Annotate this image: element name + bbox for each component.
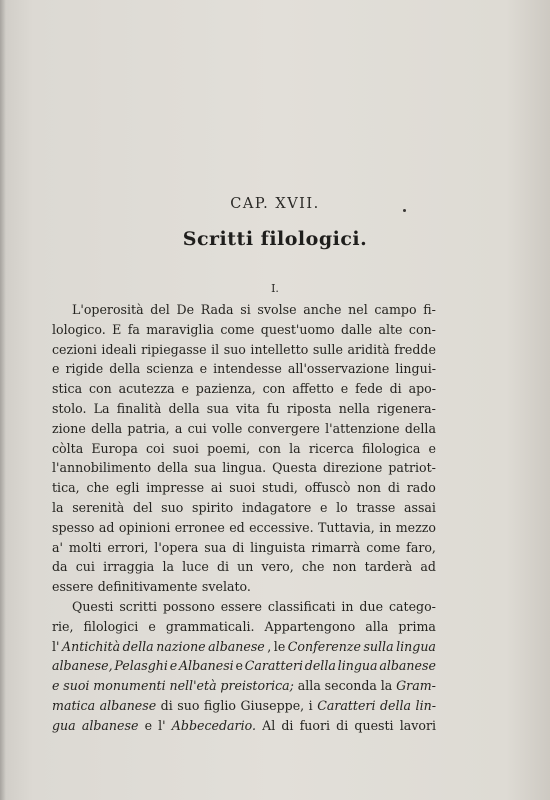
word: della (404, 420, 436, 436)
word: lingui- (395, 361, 436, 377)
text-line (52, 399, 436, 419)
italic-word: Gram- (396, 678, 436, 694)
italic-word: Caratteri (317, 697, 376, 713)
word: ai (210, 480, 223, 496)
word: che (301, 559, 325, 575)
italic-word: monumenti (93, 678, 166, 694)
word: mezzo (395, 519, 436, 535)
word: Al (262, 717, 276, 733)
word: con (258, 440, 282, 456)
word: dalle (340, 321, 373, 337)
word: alla (365, 618, 389, 634)
word: possono (162, 598, 215, 614)
text-line (52, 637, 436, 657)
word: apo- (408, 381, 436, 397)
word: in (341, 598, 354, 614)
word: vero, (261, 559, 294, 575)
word: patriot- (388, 460, 436, 476)
word: catego- (388, 598, 436, 614)
word: convergere (247, 420, 320, 436)
italic-word: gua (52, 717, 76, 733)
word: sua (204, 539, 227, 555)
word: ed (229, 519, 245, 535)
word: e (340, 381, 349, 397)
word: rigide (65, 361, 104, 377)
word: la (162, 559, 174, 575)
word: le (273, 638, 286, 654)
word: lingua. (222, 460, 267, 476)
italic-word: Albanesi (178, 658, 234, 674)
word: la (289, 440, 301, 456)
word: e (181, 381, 189, 397)
word: scritti (119, 598, 158, 614)
word: Giuseppe, (240, 697, 305, 713)
word: rimarrà (311, 539, 361, 555)
word: la (52, 499, 64, 515)
text-line (52, 577, 436, 597)
word: campo (374, 302, 417, 317)
word: l' (158, 717, 166, 733)
word: , (267, 638, 272, 654)
word: Appartengono (264, 618, 356, 634)
word: egli (115, 480, 140, 496)
word: luce (182, 559, 209, 575)
word: di (387, 480, 400, 496)
word: e (148, 618, 156, 634)
word: si (240, 302, 251, 317)
word: nel (348, 302, 368, 317)
word: della (91, 420, 123, 436)
word: del (150, 302, 170, 317)
italic-word: albanese (208, 638, 265, 654)
text-line (52, 716, 436, 736)
word: a' (52, 539, 63, 555)
word: rie, (52, 618, 74, 634)
text-line (52, 518, 436, 538)
word: stolo. (52, 400, 87, 416)
text-line (52, 696, 436, 716)
word: indagatore (241, 499, 312, 515)
word: ad (420, 559, 436, 575)
word: tica, (52, 480, 80, 496)
section-number: I. (271, 282, 279, 295)
word: l'attenzione (325, 420, 400, 436)
word: filologica (362, 440, 421, 456)
italic-word: suoi (63, 678, 90, 694)
word: ad (98, 519, 115, 535)
word: patria, (127, 420, 170, 436)
italic-word: Conferenze (287, 638, 361, 654)
word: non (357, 480, 382, 496)
italic-word: sulla (363, 638, 394, 654)
word: impresse (146, 480, 205, 496)
word: Questi (72, 598, 114, 614)
word: quest'uomo (260, 321, 335, 337)
word: l' (52, 638, 60, 654)
word: intelletto (250, 341, 309, 357)
word: vita (236, 400, 260, 416)
text-line (52, 419, 436, 439)
text-line (52, 617, 436, 637)
text-line (52, 320, 436, 340)
italic-word: nell'età (169, 678, 217, 694)
italic-word: matica (52, 697, 96, 713)
word: fu (266, 400, 280, 416)
text-line (52, 676, 436, 696)
word: l'annobilimento (52, 460, 152, 476)
text-line (52, 379, 436, 399)
word: del (132, 499, 153, 515)
italic-word: albanese, (52, 658, 113, 674)
italic-word: albanese (379, 658, 436, 674)
word: anche (303, 302, 342, 317)
word: con (89, 381, 112, 397)
text-line (52, 538, 436, 558)
word: eccessive. (249, 519, 314, 535)
word: volle (212, 420, 243, 436)
word: con (262, 381, 286, 397)
text-line (52, 597, 436, 617)
word: suo (161, 499, 184, 515)
word: prima (398, 618, 436, 634)
italic-word: preistorica; (220, 678, 294, 694)
word: scienza (146, 361, 194, 377)
word: irraggia (103, 559, 155, 575)
word: coi (145, 440, 165, 456)
word: sulle (312, 341, 343, 357)
word: della (168, 400, 200, 416)
word: figlio (203, 697, 236, 713)
word: e (199, 361, 208, 377)
word: linguista (250, 539, 306, 555)
word: affetto (292, 381, 334, 397)
word: filologici (83, 618, 139, 634)
word: ideali (101, 341, 137, 357)
italic-word: albanese (81, 717, 139, 733)
word: còlta (52, 440, 84, 456)
word: lologico. (52, 321, 106, 337)
word: Tuttavia, (318, 519, 375, 535)
word: cui (75, 559, 95, 575)
ink-speck (403, 209, 406, 212)
word: fede (355, 381, 383, 397)
word: di (232, 539, 245, 555)
italic-word: Caratteri (244, 658, 304, 674)
word: L'operosità (72, 302, 144, 317)
word: a (174, 420, 183, 436)
word: il (211, 341, 220, 357)
word: di (336, 717, 349, 733)
text-line (52, 340, 436, 360)
word: rado (406, 480, 436, 496)
page-edge-shadow (0, 0, 6, 800)
word: rigenera- (377, 400, 436, 416)
word: della (157, 460, 189, 476)
italic-word: Abbecedario. (171, 717, 256, 733)
word: fa (127, 321, 140, 337)
word: come (220, 321, 255, 337)
word: direzione (323, 460, 383, 476)
word: sua (194, 460, 217, 476)
word: nella (338, 400, 370, 416)
chapter-heading: CAP. XVII. (230, 196, 320, 212)
word: poemi, (207, 440, 251, 456)
paragraph-2 (52, 597, 436, 736)
word: aridità (347, 341, 390, 357)
text-line (52, 498, 436, 518)
word: due (359, 598, 384, 614)
word: e (319, 499, 328, 515)
word: che (86, 480, 110, 496)
word: suoi (229, 480, 256, 496)
word: suo (223, 341, 246, 357)
word: alla (297, 678, 321, 694)
word: di (160, 697, 173, 713)
word: maraviglia (146, 321, 214, 337)
italic-word: Pelasghi (114, 658, 168, 674)
word: grammaticali. (165, 618, 255, 634)
word: lavori (399, 717, 436, 733)
word: come (366, 539, 401, 555)
word: la (380, 678, 393, 694)
word: alte (378, 321, 403, 337)
chapter-title: Scritti filologici. (182, 228, 368, 250)
word: Rada (200, 302, 234, 317)
italic-word: Antichità (62, 638, 121, 654)
word: fi- (423, 302, 436, 317)
word: zione (52, 420, 86, 436)
word: classificati (267, 598, 336, 614)
word: suoi (172, 440, 199, 456)
word: di (389, 381, 402, 397)
word: in (379, 519, 392, 535)
word: offuscò (304, 480, 351, 496)
text-line (52, 656, 436, 676)
word: definitivamente (97, 579, 198, 595)
word: essere (52, 579, 94, 595)
italic-word: nazione (156, 638, 206, 654)
italic-word: e (52, 678, 60, 694)
word: E (112, 321, 122, 337)
word: ripiegasse (141, 341, 207, 357)
word: e (428, 440, 436, 456)
text-line (52, 458, 436, 478)
word: De (176, 302, 195, 317)
word: all'osservazione (287, 361, 390, 377)
word: e (235, 658, 243, 674)
word: Europa (91, 440, 138, 456)
word: un (237, 559, 254, 575)
word: fuori (299, 717, 331, 733)
word: ricerca (308, 440, 354, 456)
word: trasse (356, 499, 396, 515)
text-line (52, 300, 436, 320)
word: svolse (257, 302, 297, 317)
word: seconda (324, 678, 377, 694)
word: serenità (72, 499, 125, 515)
italic-word: e (169, 658, 178, 674)
word: erronee (174, 519, 225, 535)
italic-word: della (304, 658, 336, 674)
word: spirito (191, 499, 234, 515)
word: stica (52, 381, 83, 397)
word: tarderà (364, 559, 413, 575)
word: opinioni (118, 519, 171, 535)
word: di (216, 559, 230, 575)
word: intendesse (213, 361, 282, 377)
word: studi, (262, 480, 298, 496)
italic-word: lingua (337, 658, 378, 674)
word: riposta (286, 400, 332, 416)
word: assai (403, 499, 436, 515)
italic-word: lin- (415, 697, 436, 713)
word: e (144, 717, 153, 733)
word: di (281, 717, 294, 733)
word: della (109, 361, 141, 377)
word: spesso (52, 519, 95, 535)
word: Questa (272, 460, 318, 476)
word: errori, (107, 539, 149, 555)
italic-word: della (379, 697, 412, 713)
text-line (52, 359, 436, 379)
word: pazienza, (195, 381, 256, 397)
word: l'opera (154, 539, 199, 555)
word: sua (206, 400, 229, 416)
paragraph-1 (52, 300, 436, 597)
word: La (93, 400, 110, 416)
word: lo (336, 499, 348, 515)
word: faro, (406, 539, 436, 555)
word: acutezza (118, 381, 175, 397)
word: molti (68, 539, 102, 555)
text-line (52, 557, 436, 577)
word: i (308, 697, 313, 713)
word: essere (220, 598, 263, 614)
word: finalità (116, 400, 162, 416)
word: e (52, 361, 60, 377)
word: svelato. (201, 579, 251, 595)
word: cezioni (52, 341, 97, 357)
word: questi (354, 717, 394, 733)
text-line (52, 439, 436, 459)
italic-word: della (122, 638, 154, 654)
body-text (52, 300, 436, 736)
text-line (52, 478, 436, 498)
word: non (332, 559, 357, 575)
word: suo (177, 697, 200, 713)
word: fredde (394, 341, 436, 357)
italic-word: albanese (99, 697, 157, 713)
italic-word: lingua (396, 638, 436, 654)
word: cui (187, 420, 207, 436)
word: da (52, 559, 68, 575)
word: con- (408, 321, 436, 337)
